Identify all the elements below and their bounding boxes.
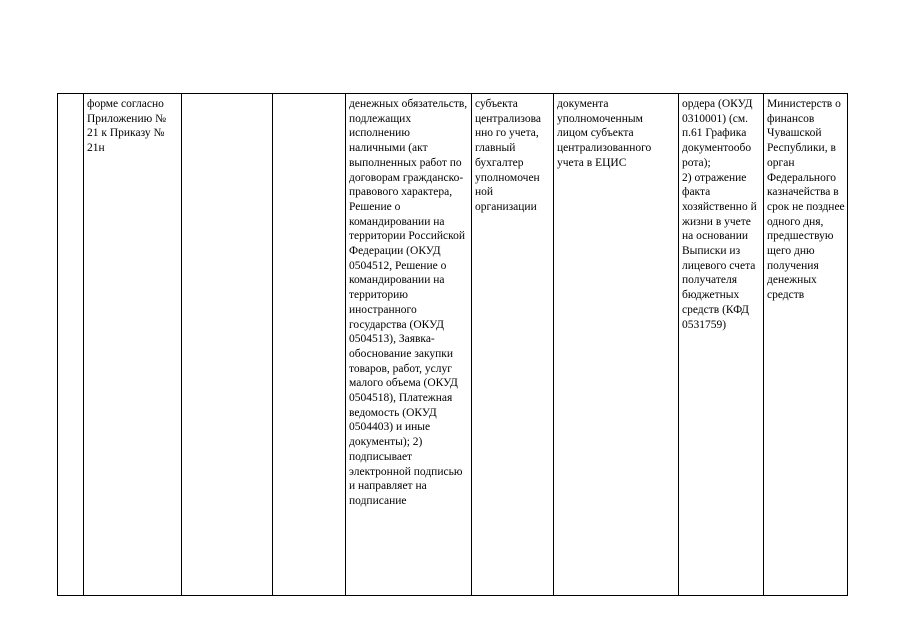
cell-empty-4 <box>273 94 346 596</box>
cell-responsible-subject: субъекта централизова нно го учета, главный бухгалтер уполномочен ной организации <box>472 94 554 596</box>
cell-order-reflection: ордера (ОКУД 0310001) (см. п.61 Графика документообо рота); 2) отражение факта хозяйственно й жизни в учете на основании Выписки из лицевого счета получателя бюджетных средств (КФД 0531759) <box>679 94 764 596</box>
cell-document-signing: документа уполномоченным лицом субъекта централизованного учета в ЕЦИС <box>554 94 679 596</box>
cell-ministry-deadline: Министерств о финансов Чувашской Республики, в орган Федерального казначейства в срок не позднее одного дня, предшествую щего дню получения денежных средств <box>764 94 848 596</box>
document-table <box>57 93 848 596</box>
table-row <box>58 94 848 596</box>
cell-empty-3 <box>182 94 273 596</box>
cell-form-reference: форме согласно Приложению № 21 к Приказу № 21н <box>84 94 182 596</box>
cell-number <box>58 94 84 596</box>
cell-obligations-documents: денежных обязательств, подлежащих исполнению наличными (акт выполненных работ по договорам гражданско-правового характера, Решение о командировании на территории Российской Федерации (ОКУД 0504512, Решение о командировании на территорию иностранного государства (ОКУД 0504513), Заявка-обоснование закупки товаров, работ, услуг малого объема (ОКУД 0504518), Платежная ведомость (ОКУД 0504403) и иные документы); 2) подписывает электронной подписью и направляет на подписание <box>346 94 472 596</box>
